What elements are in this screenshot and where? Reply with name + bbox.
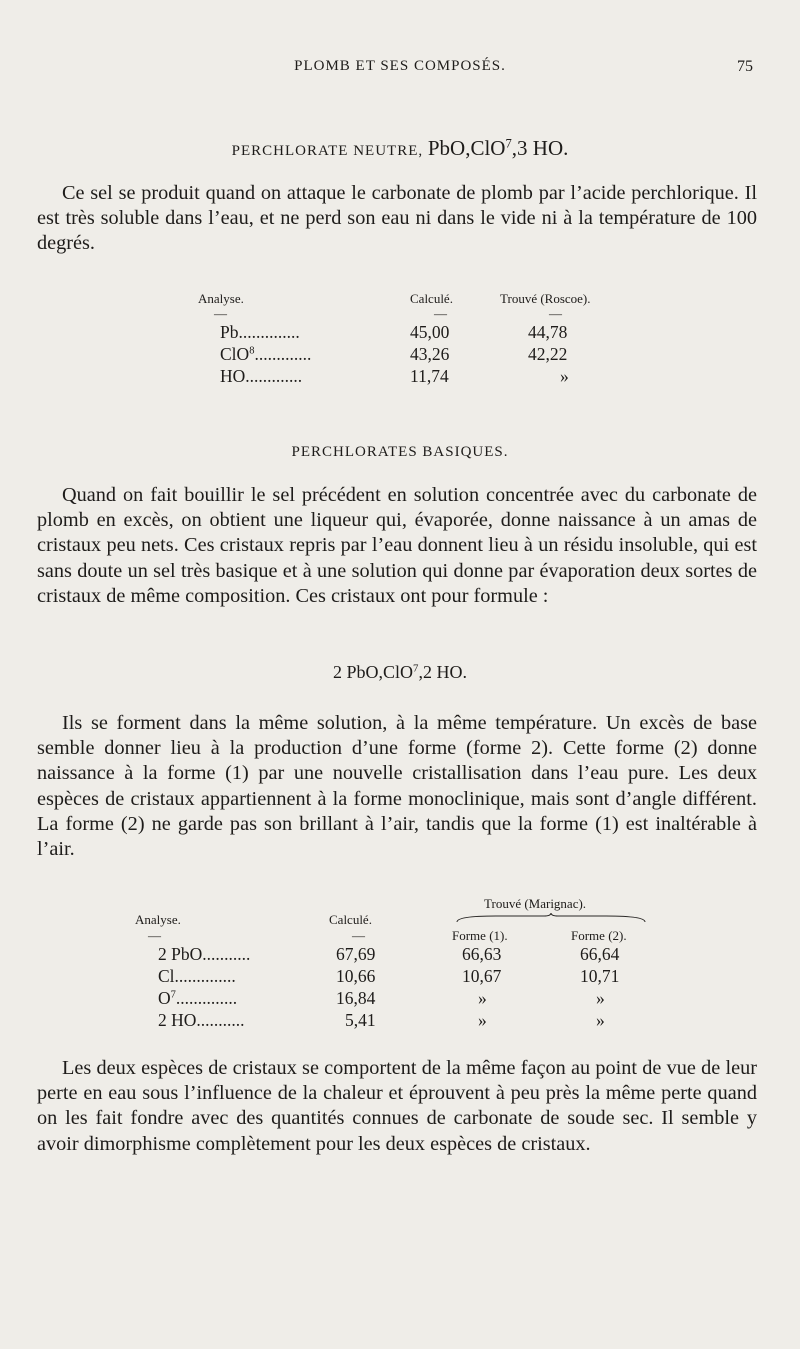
formula-basic-perchlorate: 2 PbO,ClO$^7$,2 HO. [333, 662, 467, 682]
table1-row-label: Pb.............. [220, 322, 300, 342]
table1-row-label: HO............. [220, 366, 303, 386]
table2-calcule-value: 67,69 [336, 944, 376, 964]
table2-forme2-value: 10,71 [580, 966, 620, 986]
table2-brace [456, 912, 646, 924]
table1-dash: — [214, 306, 227, 321]
table1-calcule-value: 11,74 [410, 366, 449, 386]
table2-row-label: 2 PbO........... [158, 944, 251, 964]
table1-calcule-value: 45,00 [410, 322, 450, 342]
table1-dash: — [549, 306, 562, 321]
table2-forme2-value: 66,64 [580, 944, 620, 964]
table2-forme1-value: » [478, 988, 487, 1008]
table2-calcule-value: 5,41 [345, 1010, 376, 1030]
table2-header-analyse: Analyse. [135, 912, 181, 927]
table2-calcule-value: 16,84 [336, 988, 376, 1008]
table1-header-calcule: Calculé. [410, 291, 453, 306]
table2-row-label: $O^7$.............. [158, 988, 238, 1008]
table1-dash: — [434, 306, 447, 321]
page-number: 75 [737, 58, 753, 75]
table1-header-analyse: Analyse. [198, 291, 244, 306]
table1-header-trouve: Trouvé (Roscoe). [500, 291, 591, 306]
table1-trouve-value: 42,22 [528, 344, 568, 364]
table2-forme1-value: » [478, 1010, 487, 1030]
table1-trouve-value: 44,78 [528, 322, 568, 342]
section-title-text: PERCHLORATE NEUTRE, [231, 143, 424, 159]
table2-forme1-value: 10,67 [462, 966, 502, 986]
table1-calcule-value: 43,26 [410, 344, 450, 364]
paragraph-perchlorate-neutre: Ce sel se produit quand on attaque le carbonate de plomb par l’acide perchlorique. Il est très soluble dans l’eau, et ne perd son eau ni dans le vide ni à la température de 100 degrés. [37, 182, 757, 255]
table2-row-label: Cl.............. [158, 966, 236, 986]
section-title-formula: PbO,ClO$^7$,3 HO. [427, 136, 569, 160]
table2-forme2-value: » [596, 988, 605, 1008]
section-title-perchlorate-neutre [0, 136, 800, 161]
table2-row-label: 2 HO........... [158, 1010, 245, 1030]
section-title-perchlorates-basiques: PERCHLORATES BASIQUES. [291, 444, 509, 460]
paragraph-perchlorates-basiques: Quand on fait bouillir le sel précédent en solution concentrée avec du carbonate de plomb en excès, on obtient une liqueur qui, évaporée, donne naissance à un amas de cristaux peu nets. Ces cristaux repris par l’eau donnent lieu à un résidu insoluble, qui est sans doute un sel très basique et à une solution qui donne par évaporation deux sortes de cristaux de même composition. Ces cristaux ont pour formule : [37, 484, 757, 607]
table2-header-forme1: Forme (1). [452, 928, 508, 943]
table2-header-calcule: Calculé. [329, 912, 372, 927]
table1-row-label: ClO$^8$............. [220, 344, 312, 364]
table2-dash: — [352, 928, 365, 943]
table2-forme1-value: 66,63 [462, 944, 502, 964]
paragraph-two-forms: Ils se forment dans la même solution, à la même température. Un excès de base semble donner lieu à la production d’une forme (forme 2). Cette forme (2) donne naissance à la forme (1) par une nouvelle cristallisation dans l’eau pure. Les deux espèces de cristaux appartiennent à la forme monoclinique, mais sont d’angle différent. La forme (2) ne garde pas son brillant à l’air, tandis que la forme (1) est inaltérable à l’air. [37, 712, 757, 861]
table2-header-forme2: Forme (2). [571, 928, 627, 943]
running-title: PLOMB ET SES COMPOSÉS. [294, 58, 506, 74]
table2-header-trouve: Trouvé (Marignac). [484, 896, 587, 911]
table2-calcule-value: 10,66 [336, 966, 376, 986]
table2-dash: — [148, 928, 161, 943]
table2-forme2-value: » [596, 1010, 605, 1030]
table1-trouve-value: » [560, 366, 569, 386]
paragraph-dimorphism: Les deux espèces de cristaux se comportent de la même façon au point de vue de leur perte en eau sous l’influence de la chaleur et éprouvent à peu près la même perte quand on les fait fondre avec des quantités connues de carbonate de soude sec. Il semble y avoir dimorphisme complètement pour les deux espèces de cristaux. [37, 1057, 757, 1155]
